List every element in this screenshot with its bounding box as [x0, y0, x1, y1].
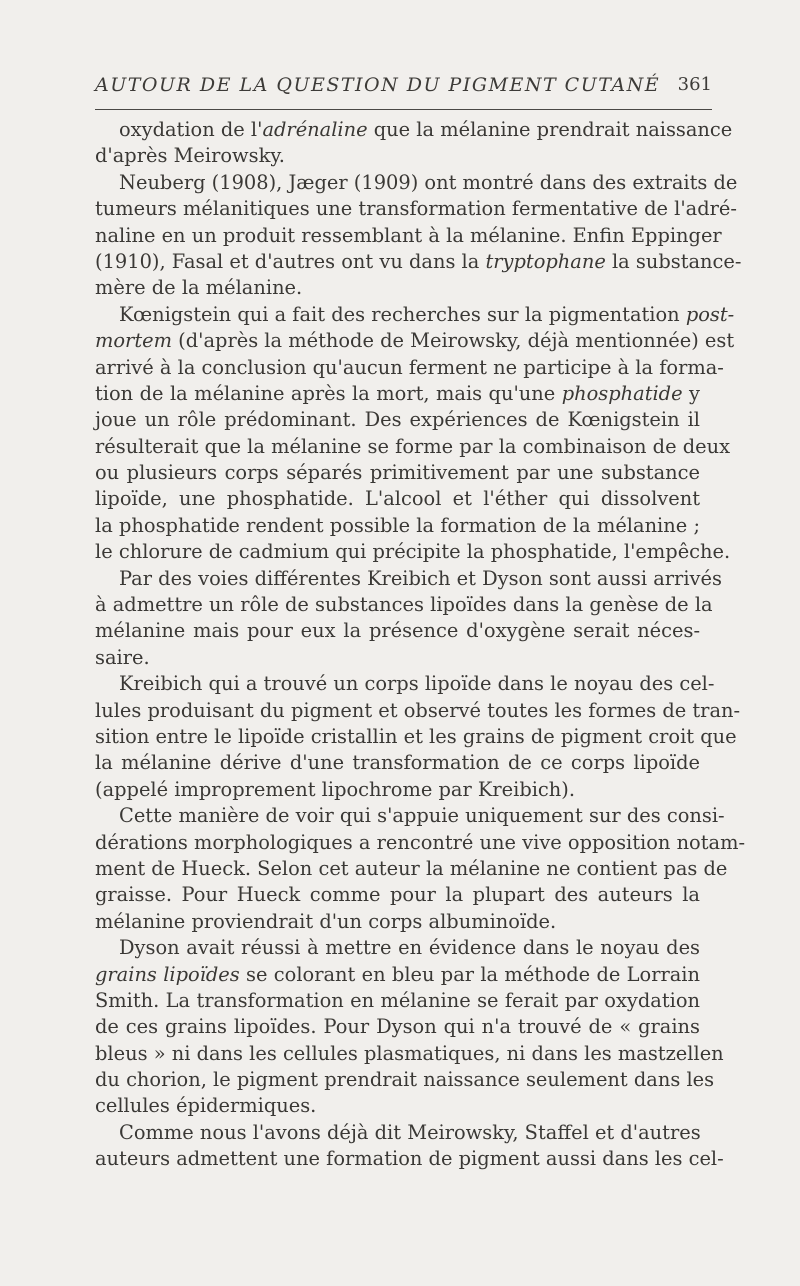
text-run: mère de la mélanine. [95, 276, 303, 300]
text-run: la phosphatide rendent possible la formation de la mélanine ; [95, 513, 700, 537]
text-line [95, 988, 700, 1014]
text-line [95, 962, 700, 988]
page-number: 361 [677, 74, 712, 95]
text-line [95, 539, 731, 565]
text-run: sition entre le lipoïde cristallin et les grains de pigment croit que [95, 724, 737, 748]
running-head [95, 70, 712, 100]
text-run: (d'après la méthode de Meirowsky, déjà mentionnée) est [172, 329, 735, 353]
text-line [95, 566, 722, 592]
text-run: saire. [95, 645, 150, 669]
text-run: mélanine proviendrait d'un corps albuminoïde. [95, 909, 557, 933]
italic-term: phosphatide [561, 381, 683, 405]
text-line [95, 1093, 700, 1119]
body-text [95, 117, 746, 1173]
text-line [95, 355, 724, 381]
text-line [95, 671, 715, 697]
text-line [95, 302, 735, 328]
text-line [95, 381, 700, 407]
text-run: joue un rôle prédominant. Des expériences de Kœnigstein il [95, 408, 700, 432]
text-run: lipoïde, une phosphatide. L'alcool et l'éther qui dissolvent [95, 487, 700, 511]
text-run: ou plusieurs corps séparés primitivement par une substance [95, 461, 700, 485]
text-line [95, 143, 700, 169]
text-run: oxydation de l' [119, 118, 263, 141]
paragraph [95, 935, 724, 1120]
text-line [95, 249, 742, 275]
text-run: du chorion, le pigment prendrait naissance seulement dans les [95, 1068, 715, 1092]
text-run: ment de Hueck. Selon cet auteur la mélanine ne contient pas de [95, 856, 728, 880]
text-line [95, 170, 738, 196]
text-run: Cette manière de voir qui s'appuie uniquement sur des consi- [119, 804, 725, 828]
paragraph [95, 671, 741, 803]
text-line [95, 275, 700, 301]
text-run: la substance- [605, 249, 742, 273]
text-line [95, 1041, 724, 1067]
italic-term: adrénaline [262, 118, 368, 141]
text-line [95, 618, 700, 644]
text-run: (1910), Fasal et d'autres ont vu dans la [95, 249, 486, 273]
text-line [95, 935, 700, 961]
text-run: lules produisant du pigment et observé toutes les formes de tran- [95, 698, 741, 722]
text-run: graisse. Pour Hueck comme pour la plupart des auteurs la [95, 883, 700, 907]
italic-term: mortem [95, 329, 172, 353]
text-run: à admettre un rôle de substances lipoïdes dans la genèse de la [95, 593, 713, 617]
text-line [95, 750, 700, 776]
text-run: se colorant en bleu par la méthode de Lorrain [239, 962, 700, 986]
text-line [95, 645, 700, 671]
text-line [95, 407, 700, 433]
text-line [95, 223, 722, 249]
paragraph [95, 117, 733, 170]
text-run: Kreibich qui a trouvé un corps lipoïde dans le noyau des cel- [119, 672, 715, 696]
paragraph [95, 170, 742, 302]
text-line [95, 1146, 724, 1172]
text-line [95, 724, 737, 750]
text-line [95, 803, 725, 829]
text-run: Neuberg (1908), Jæger (1909) ont montré dans des extraits de [119, 170, 738, 194]
text-run: Comme nous l'avons déjà dit Meirowsky, Staffel et d'autres [119, 1120, 701, 1144]
text-line [95, 486, 700, 512]
text-line [95, 1067, 715, 1093]
text-run: tumeurs mélanitiques une transformation fermentative de l'adré- [95, 197, 737, 221]
text-run: arrivé à la conclusion qu'aucun ferment ne participe à la forma- [95, 355, 724, 379]
text-line [95, 698, 741, 724]
text-run: mélanine mais pour eux la présence d'oxygène serait néces- [95, 619, 700, 643]
text-run: (appelé improprement lipochrome par Kreibich). [95, 777, 576, 801]
text-run: de ces grains lipoïdes. Pour Dyson qui n'a trouvé de « grains [95, 1015, 700, 1039]
paragraph [95, 1120, 724, 1173]
text-line [95, 196, 737, 222]
text-run: d'après Meirowsky. [95, 144, 285, 168]
text-line [95, 592, 713, 618]
italic-term: post- [685, 302, 735, 326]
text-line [95, 909, 700, 935]
text-line [95, 830, 746, 856]
header-rule [95, 109, 712, 110]
text-run: dérations morphologiques a rencontré une vive opposition notam- [95, 830, 746, 854]
text-run: Smith. La transformation en mélanine se ferait par oxydation [95, 988, 700, 1012]
text-line [95, 328, 735, 354]
text-run: la mélanine dérive d'une transformation de ce corps lipoïde [95, 751, 700, 775]
text-run: le chlorure de cadmium qui précipite la phosphatide, l'empêche. [95, 540, 731, 564]
italic-term: grains lipoïdes [95, 962, 240, 986]
text-line [95, 856, 728, 882]
text-line [95, 1120, 700, 1146]
paragraph [95, 302, 735, 566]
running-title: AUTOUR DE LA QUESTION DU PIGMENT CUTANÉ [95, 74, 661, 96]
text-run: y [682, 381, 700, 405]
text-run: Dyson avait réussi à mettre en évidence dans le noyau des [119, 936, 700, 960]
text-run: auteurs admettent une formation de pigment aussi dans les cel- [95, 1147, 724, 1171]
italic-term: tryptophane [485, 249, 606, 273]
text-line [95, 882, 700, 908]
text-run: naline en un produit ressemblant à la mélanine. Enfin Eppinger [95, 223, 722, 247]
paragraph [95, 566, 722, 672]
text-line [95, 777, 700, 803]
text-run: Par des voies différentes Kreibich et Dyson sont aussi arrivés [119, 566, 722, 590]
text-line [95, 460, 700, 486]
text-run: cellules épidermiques. [95, 1094, 317, 1118]
text-run: que la mélanine prendrait naissance [367, 118, 733, 141]
text-line [95, 434, 731, 460]
text-run: tion de la mélanine après la mort, mais qu'une [95, 381, 562, 405]
text-line [95, 513, 700, 539]
text-run: bleus » ni dans les cellules plasmatiques, ni dans les mastzellen [95, 1041, 724, 1065]
text-line [95, 1014, 700, 1040]
paragraph [95, 803, 746, 935]
text-run: Kœnigstein qui a fait des recherches sur la pigmentation [119, 302, 686, 326]
text-run: résulterait que la mélanine se forme par la combinaison de deux [95, 434, 731, 458]
text-line [95, 117, 733, 143]
